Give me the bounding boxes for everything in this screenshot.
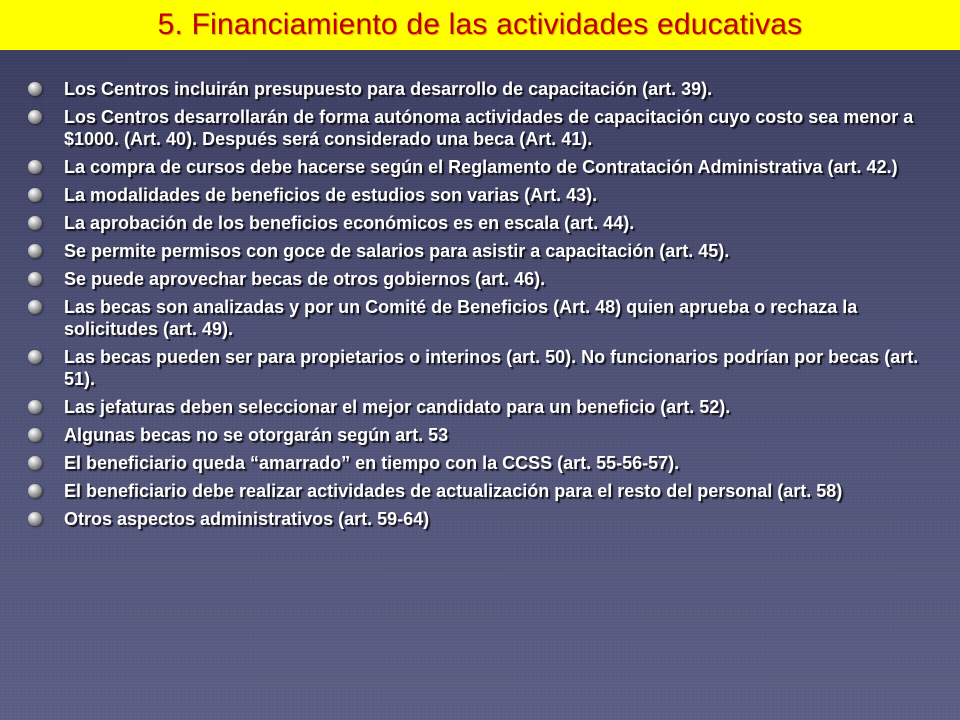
bullet-text: Se puede aprovechar becas de otros gobiernos (art. 46). — [64, 269, 546, 289]
bullet-text: Se permite permisos con goce de salarios para asistir a capacitación (art. 45). — [64, 241, 730, 261]
sphere-bullet-icon — [28, 110, 42, 124]
list-item — [28, 480, 928, 502]
bullet-text: Los Centros desarrollarán de forma autónoma actividades de capacitación cuyo costo sea menor a $1000. (Art. 40). Después será considerado una beca (Art. 41). — [64, 107, 914, 149]
slide-title: 5. Financiamiento de las actividades educativas — [157, 8, 803, 41]
sphere-bullet-icon — [28, 272, 42, 286]
list-item — [28, 78, 928, 100]
bullet-text: La aprobación de los beneficios económicos es en escala (art. 44). — [64, 213, 635, 233]
list-item — [28, 296, 928, 340]
bullet-text: Los Centros incluirán presupuesto para desarrollo de capacitación (art. 39). — [64, 79, 713, 99]
list-item — [28, 240, 928, 262]
list-item — [28, 268, 928, 290]
sphere-bullet-icon — [28, 350, 42, 364]
list-item — [28, 156, 928, 178]
list-item — [28, 184, 928, 206]
sphere-bullet-icon — [28, 188, 42, 202]
sphere-bullet-icon — [28, 300, 42, 314]
bullet-text: Algunas becas no se otorgarán según art. 53 — [64, 425, 449, 445]
sphere-bullet-icon — [28, 82, 42, 96]
bullet-text: Las jefaturas deben seleccionar el mejor candidato para un beneficio (art. 52). — [64, 397, 731, 417]
bullet-text: La compra de cursos debe hacerse según el Reglamento de Contratación Administrativa (art. 42.) — [64, 157, 898, 177]
sphere-bullet-icon — [28, 160, 42, 174]
sphere-bullet-icon — [28, 244, 42, 258]
sphere-bullet-icon — [28, 428, 42, 442]
list-item — [28, 346, 928, 390]
bullet-text: Las becas pueden ser para propietarios o interinos (art. 50). No funcionarios podrían por becas (art. 51). — [64, 347, 919, 389]
bullet-text: El beneficiario debe realizar actividades de actualización para el resto del personal (art. 58) — [64, 481, 843, 501]
bullet-text: Otros aspectos administrativos (art. 59-64) — [64, 509, 430, 529]
bullet-text: La modalidades de beneficios de estudios son varias (Art. 43). — [64, 185, 598, 205]
list-item — [28, 396, 928, 418]
sphere-bullet-icon — [28, 216, 42, 230]
sphere-bullet-icon — [28, 456, 42, 470]
sphere-bullet-icon — [28, 512, 42, 526]
list-item — [28, 212, 928, 234]
sphere-bullet-icon — [28, 400, 42, 414]
bullet-text: Las becas son analizadas y por un Comité de Beneficios (Art. 48) quien aprueba o rechaza la solicitudes (art. 49). — [64, 297, 858, 339]
bullet-text: El beneficiario queda “amarrado” en tiempo con la CCSS (art. 55-56-57). — [64, 453, 680, 473]
sphere-bullet-icon — [28, 484, 42, 498]
title-bar — [0, 0, 960, 50]
list-item — [28, 508, 928, 530]
bullet-list — [28, 78, 928, 536]
list-item — [28, 452, 928, 474]
list-item — [28, 106, 928, 150]
list-item — [28, 424, 928, 446]
